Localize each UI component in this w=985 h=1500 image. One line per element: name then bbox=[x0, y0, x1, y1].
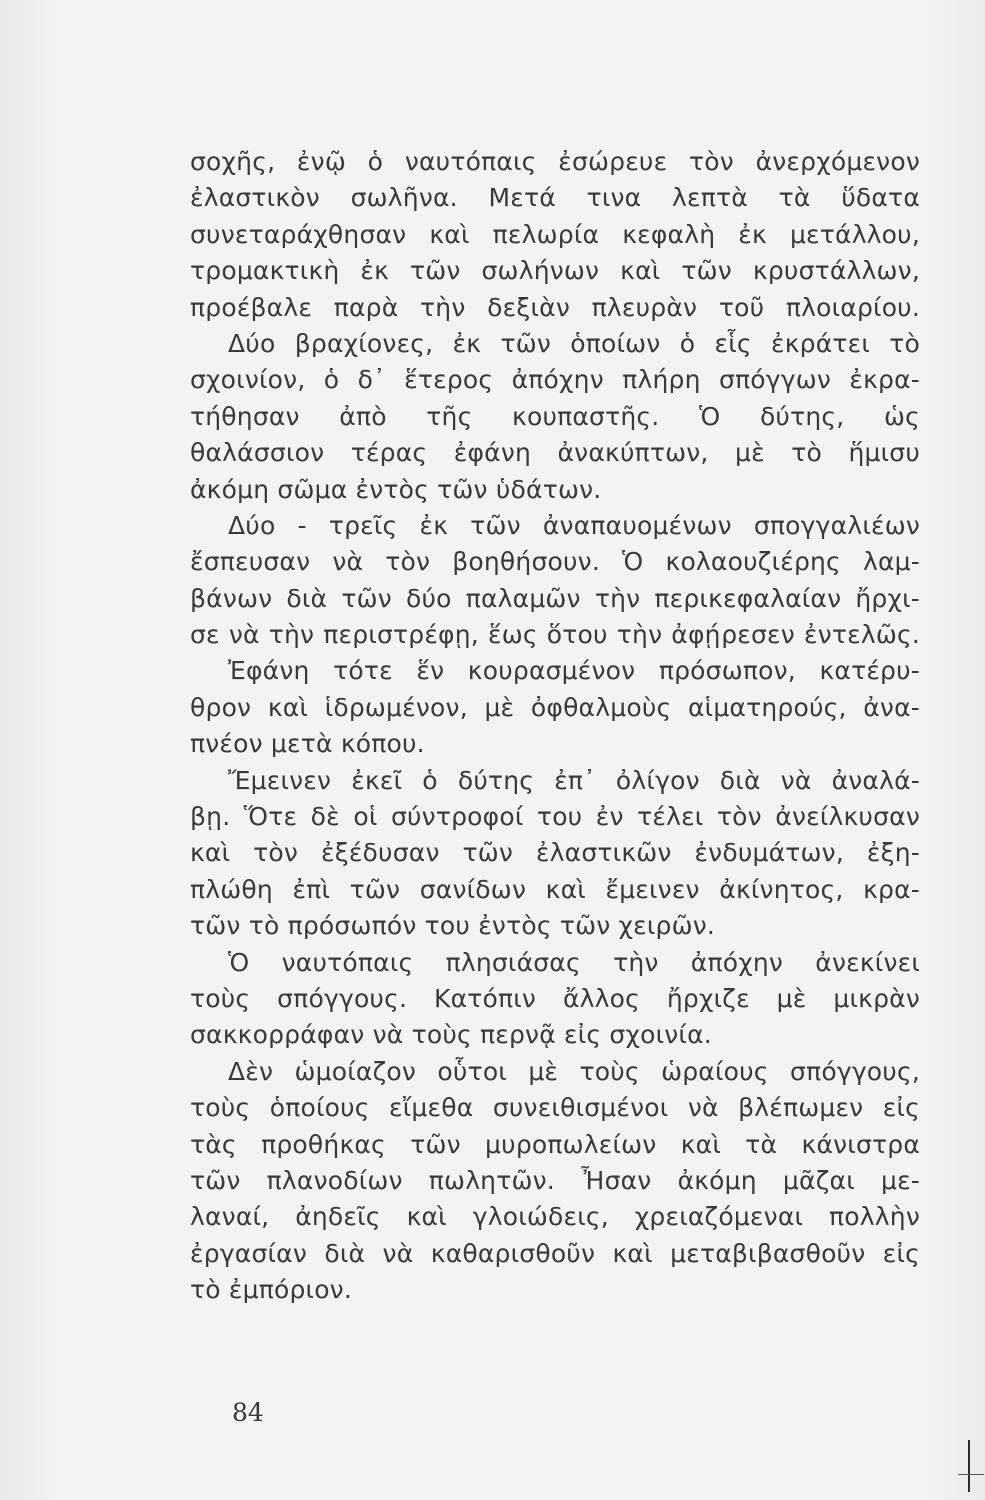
text-line: τοὺς ὁποίους εἴμεθα συνειθισμένοι νὰ βλέπωμεν εἰς bbox=[190, 1093, 920, 1123]
text-line: τὸ ἐμπόριον. bbox=[190, 1275, 352, 1305]
text-line: θρον καὶ ἱδρωμένον, μὲ ὀφθαλμοὺς αἱματηρούς, ἀνα- bbox=[190, 692, 920, 722]
text-line: τρομακτικὴ ἐκ τῶν σωλήνων καὶ τῶν κρυστάλλων, bbox=[190, 256, 920, 286]
text-line: πλώθη ἐπὶ τῶν σανίδων καὶ ἔμεινεν ἀκίνητος, κρα- bbox=[190, 874, 920, 904]
text-line: Δὲν ὡμοίαζον οὗτοι μὲ τοὺς ὡραίους σπόγγους, bbox=[228, 1056, 920, 1086]
text-line: ἐργασίαν διὰ νὰ καθαρισθοῦν καὶ μεταβιβασθοῦν εἰς bbox=[190, 1238, 920, 1268]
text-line: βῃ. Ὅτε δὲ οἱ σύντροφοί του ἐν τέλει τὸν ἀνείλκυσαν bbox=[190, 802, 920, 832]
text-line: σακκορράφαν νὰ τοὺς περνᾷ εἰς σχοινία. bbox=[190, 1020, 712, 1050]
text-line: συνεταράχθησαν καὶ πελωρία κεφαλὴ ἐκ μετάλλου, bbox=[190, 219, 920, 249]
text-line: ἀκόμη σῶμα ἐντὸς τῶν ὑδάτων. bbox=[190, 474, 602, 504]
text-line: προέβαλε παρὰ τὴν δεξιὰν πλευρὰν τοῦ πλοιαρίου. bbox=[190, 292, 920, 322]
text-line: τοὺς σπόγγους. Κατόπιν ἄλλος ἤρχιζε μὲ μικρὰν bbox=[190, 983, 920, 1013]
text-line: σε νὰ τὴν περιστρέφῃ, ἕως ὅτου τὴν ἀφῄρεσεν ἐντελῶς. bbox=[190, 620, 920, 650]
text-line: λαναί, ἀηδεῖς καὶ γλοιώδεις, χρειαζόμεναι πολλὴν bbox=[190, 1202, 920, 1232]
page-edge-tick bbox=[958, 1474, 984, 1475]
text-line: σοχῆς, ἐνῷ ὁ ναυτόπαις ἐσώρευε τὸν ἀνερχόμενον bbox=[190, 147, 920, 176]
text-line: τήθησαν ἀπὸ τῆς κουπαστῆς. Ὁ δύτης, ὡς bbox=[190, 401, 920, 431]
page-number: 84 bbox=[232, 1398, 264, 1427]
text-line: τῶν τὸ πρόσωπόν του ἐντὸς τῶν χειρῶν. bbox=[190, 911, 716, 941]
body-text bbox=[190, 144, 920, 1309]
text-line: Ἔμεινεν ἐκεῖ ὁ δύτης ἐπ᾿ ὀλίγον διὰ νὰ ἀναλά- bbox=[228, 765, 920, 795]
text-line: τὰς προθήκας τῶν μυροπωλείων καὶ τὰ κάνιστρα bbox=[190, 1129, 920, 1159]
text-line: τῶν πλανοδίων πωλητῶν. Ἦσαν ἀκόμη μᾶζαι με- bbox=[190, 1165, 920, 1195]
text-line: Ἐφάνη τότε ἕν κουρασμένον πρόσωπον, κατέρυ- bbox=[228, 656, 920, 686]
text-line: πνέον μετὰ κόπου. bbox=[190, 729, 425, 759]
page-edge-mark bbox=[968, 1440, 970, 1492]
text-line: καὶ τὸν ἐξέδυσαν τῶν ἐλαστικῶν ἐνδυμάτων, ἐξη- bbox=[190, 838, 920, 868]
text-line: βάνων διὰ τῶν δύο παλαμῶν τὴν περικεφαλαίαν ἤρχι- bbox=[190, 583, 920, 613]
text-line: Δύο βραχίονες, ἐκ τῶν ὁποίων ὁ εἷς ἐκράτει τὸ bbox=[228, 328, 920, 358]
text-line: ἔσπευσαν νὰ τὸν βοηθήσουν. Ὁ κολαουζιέρης λαμ- bbox=[190, 547, 920, 577]
text-line: ἐλαστικὸν σωλῆνα. Μετά τινα λεπτὰ τὰ ὕδατα bbox=[190, 183, 920, 213]
text-line: θαλάσσιον τέρας ἐφάνη ἀνακύπτων, μὲ τὸ ἥμισυ bbox=[190, 438, 920, 468]
text-line: σχοινίον, ὁ δ᾿ ἕτερος ἀπόχην πλήρη σπόγγων ἐκρα- bbox=[190, 365, 920, 395]
text-line: Δύο - τρεῖς ἐκ τῶν ἀναπαυομένων σπογγαλιέων bbox=[228, 510, 920, 540]
text-line: Ὁ ναυτόπαις πλησιάσας τὴν ἀπόχην ἀνεκίνει bbox=[228, 947, 920, 977]
